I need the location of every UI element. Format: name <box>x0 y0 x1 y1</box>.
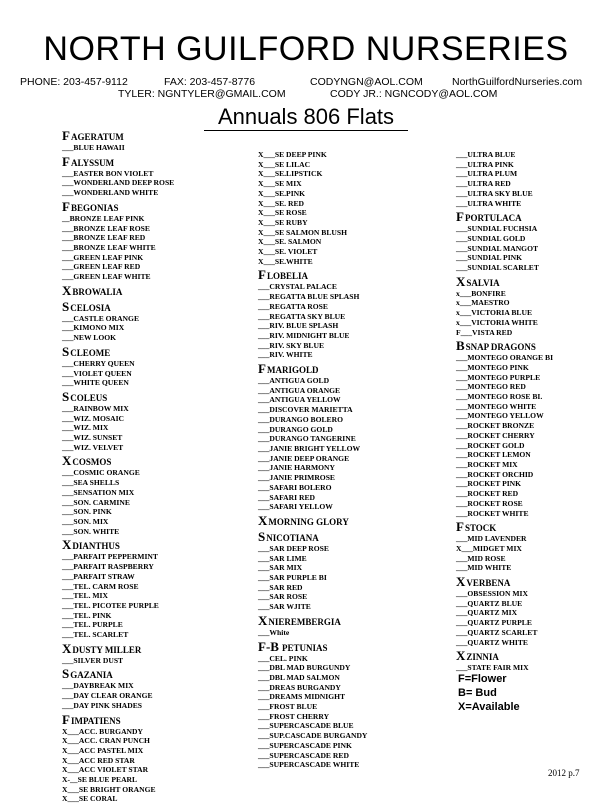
legend <box>458 672 520 714</box>
variety-item: x___VICTORIA BLUE <box>456 308 533 318</box>
variety-item: ___SUNDIAL FUCHSIA <box>456 224 538 234</box>
variety-item: ___WONDERLAND DEEP ROSE <box>62 178 175 188</box>
plant-heading <box>62 298 174 314</box>
plant-name: SALVIA <box>466 277 500 288</box>
availability-mark: F <box>62 153 70 169</box>
legend-flower: F=Flower <box>458 673 507 685</box>
variety-item: ___MID WHITE <box>456 563 512 573</box>
variety-item: ___TEL. PICOTEE PURPLE <box>62 600 159 610</box>
plant-name: MARIGOLD <box>266 365 319 376</box>
plant-section <box>456 576 553 647</box>
plant-heading <box>258 528 367 544</box>
variety-item: ___PARFAIT RASPBERRY <box>62 562 154 572</box>
plant-name: CLEOME <box>70 347 111 358</box>
variety-item: X___ACC VIOLET STAR <box>62 765 149 775</box>
variety-item: ___REGATTA BLUE SPLASH <box>258 292 360 302</box>
plant-name: PETUNIAS <box>281 642 328 653</box>
website-link[interactable]: NorthGuilfordNurseries.com <box>452 76 583 88</box>
variety-item: ___QUARTZ PURPLE <box>456 618 532 628</box>
variety-item: ___TEL. MIX <box>62 591 108 601</box>
availability-mark: F <box>62 128 70 143</box>
plant-heading <box>62 539 174 552</box>
variety-item: ___OBSESSION MIX <box>456 589 528 599</box>
variety-item: ___SILVER DUST <box>62 655 124 665</box>
variety-item: ___PARFAIT STRAW <box>62 571 135 581</box>
variety-item: X___ACC. CRAN PUNCH <box>62 736 150 746</box>
variety-item: X___SE.PINK <box>258 188 306 198</box>
variety-item: ___SUPERCASCADE BLUE <box>258 721 354 731</box>
availability-mark: X <box>62 282 72 298</box>
plant-name: DUSTY MILLER <box>72 644 142 655</box>
variety-item: ___MONTEGO PINK <box>456 362 529 372</box>
variety-item: ___VIOLET QUEEN <box>62 368 132 378</box>
variety-item: ___BLUE HAWAII <box>62 143 125 152</box>
variety-item: ___JANIE DEEP ORANGE <box>258 453 350 463</box>
variety-item: ___ROCKET ORCHID <box>456 469 534 479</box>
plant-section <box>258 269 367 360</box>
variety-item: ___SAR RED <box>258 582 303 592</box>
variety-item: X___ACC RED STAR <box>62 755 135 765</box>
variety-item: ___CRYSTAL PALACE <box>258 282 337 292</box>
plant-heading <box>62 343 174 359</box>
availability-mark: F <box>258 361 266 377</box>
cody-jr-email[interactable]: CODY JR.: NGNCODY@AOL.COM <box>330 88 498 100</box>
page-title: NORTH GUILFORD NURSERIES <box>43 30 569 68</box>
variety-item: ___ULTRA SKY BLUE <box>456 188 533 198</box>
variety-item: ___SUPERCASCADE RED <box>258 750 349 760</box>
variety-item: ___White <box>258 627 290 637</box>
variety-item: ___ROCKET PINK <box>456 479 522 489</box>
variety-item: ___ROCKET WHITE <box>456 508 529 518</box>
plant-name: LOBELIA <box>266 271 308 282</box>
plant-section <box>62 388 174 453</box>
variety-item: ___ULTRA WHITE <box>456 198 522 208</box>
variety-item: ___QUARTZ MIX <box>456 608 518 618</box>
variety-item: ___GREEN LEAF WHITE <box>62 272 151 282</box>
variety-item: ___SON. WHITE <box>62 526 120 536</box>
variety-item: ___ULTRA BLUE <box>456 150 516 159</box>
variety-item: ___DURANGO GOLD <box>258 424 333 434</box>
plant-section <box>62 668 174 710</box>
variety-item: ___DAY PINK SHADES <box>62 700 143 710</box>
variety-item: ___PARFAIT PEPPERMINT <box>62 552 158 562</box>
plant-name: AGERATUM <box>70 132 124 142</box>
subtitle-underline <box>204 130 408 131</box>
variety-item: ___RIV. WHITE <box>258 350 313 360</box>
variety-item: __BRONZE LEAF PINK <box>62 213 145 223</box>
variety-item: ___SAR MIX <box>258 563 303 573</box>
plant-name: ZINNIA <box>466 652 499 663</box>
variety-item: ___RIV. BLUE SPLASH <box>258 321 339 331</box>
plant-section <box>258 528 367 612</box>
variety-item: ___CHERRY QUEEN <box>62 358 135 368</box>
plant-heading <box>62 455 174 468</box>
variety-item: ___JANIE BRIGHT YELLOW <box>258 443 361 453</box>
plant-section <box>62 130 174 153</box>
variety-item: ___MONTEGO ORANGE BI <box>456 353 554 363</box>
variety-item: ___RIV. SKY BLUE <box>258 340 325 350</box>
page-subtitle: Annuals 806 Flats <box>217 104 395 129</box>
availability-mark: X <box>456 574 466 590</box>
plant-name: COSMOS <box>72 457 112 468</box>
variety-item: ___ROCKET CHERRY <box>456 430 535 440</box>
plant-heading <box>62 198 174 214</box>
plant-section <box>62 539 174 639</box>
variety-item: ___DAY CLEAR ORANGE <box>62 691 153 701</box>
column-3 <box>456 150 553 676</box>
plant-section <box>456 273 553 338</box>
variety-item: ___WIZ. SUNSET <box>62 433 123 443</box>
plant-heading <box>258 638 367 654</box>
variety-item: X___SE.LIPSTICK <box>258 169 323 179</box>
plant-name: BROWALIA <box>72 286 123 297</box>
tyler-email[interactable]: TYLER: NGNTYLER@GMAIL.COM <box>118 88 286 100</box>
variety-item: ___SENSATION MIX <box>62 487 135 497</box>
variety-item: ___SAR LIME <box>258 553 307 563</box>
availability-mark: S <box>258 528 266 544</box>
plant-heading <box>456 650 553 663</box>
availability-mark: S <box>62 666 70 682</box>
availability-mark: X <box>258 612 268 628</box>
availability-mark: S <box>62 298 70 314</box>
availability-mark: X <box>62 537 72 553</box>
availability-mark: F-B <box>258 638 279 654</box>
variety-item: X___SE DEEP PINK <box>258 150 327 159</box>
variety-item: x___BONFIRE <box>456 288 506 298</box>
plant-name: VERBENA <box>466 578 511 589</box>
variety-item: ___SAR DEEP ROSE <box>258 543 329 553</box>
plant-section <box>258 638 368 770</box>
variety-item: x___MAESTRO <box>456 298 510 308</box>
variety-item: ___FROST CHERRY <box>258 711 330 721</box>
variety-item: ___ROCKET RED <box>456 489 519 499</box>
variety-item: ___MID LAVENDER <box>456 534 527 544</box>
variety-item: X___SE RUBY <box>258 217 308 227</box>
availability-mark: F <box>62 711 70 727</box>
variety-item: ___SUNDIAL GOLD <box>456 233 526 243</box>
variety-item: X___SE MIX <box>258 179 302 189</box>
availability-mark: F <box>62 198 70 214</box>
plant-name: NIEREMBERGIA <box>268 616 341 627</box>
variety-item: ___REGATTA SKY BLUE <box>258 311 346 321</box>
variety-item: ___ROCKET ROSE <box>456 498 523 508</box>
plant-section <box>258 363 367 512</box>
plant-section <box>456 521 553 573</box>
variety-item: ___MONTEGO ROSE BI. <box>456 392 543 402</box>
plant-section <box>62 711 174 805</box>
variety-item: X___MIDGET MIX <box>456 543 522 553</box>
variety-item: ___REGATTA ROSE <box>258 301 328 311</box>
variety-item: F___VISTA RED <box>456 327 513 337</box>
plant-heading <box>62 668 174 681</box>
variety-item: ___SON. CARMINE <box>62 497 130 507</box>
variety-item: ___SAFARI RED <box>258 492 316 502</box>
plant-section <box>62 298 174 343</box>
plant-heading <box>258 512 367 528</box>
plant-name: BEGONIAS <box>70 202 119 213</box>
plant-name: MORNING GLORY <box>268 516 349 527</box>
variety-item: ___JANIE PRIMROSE <box>258 473 335 483</box>
variety-item: ___CASTLE ORANGE <box>62 313 140 323</box>
variety-item: ___DBL MAD SALMON <box>258 672 340 682</box>
variety-item: ___STATE FAIR MIX <box>456 663 529 673</box>
variety-item: ___DAYBREAK MIX <box>62 681 134 691</box>
variety-item: ___BRONZE LEAF RED <box>62 233 146 243</box>
plant-section <box>62 282 174 298</box>
plant-name: ALYSSUM <box>70 157 115 168</box>
plant-heading <box>456 211 553 224</box>
availability-mark: X <box>62 453 72 469</box>
variety-item: X___SE. VIOLET <box>258 247 318 257</box>
variety-item: ___MONTEGO RED <box>456 382 526 392</box>
availability-mark: F <box>456 209 464 225</box>
variety-item: ___SUNDIAL MANGOT <box>456 243 539 253</box>
variety-item: ___WHITE QUEEN <box>62 378 129 388</box>
plant-heading <box>62 282 174 298</box>
variety-item: ___TEL. PURPLE <box>62 620 123 630</box>
plant-section <box>456 650 553 673</box>
variety-item: ___SON. PINK <box>62 507 112 517</box>
variety-item: X___SE SALMON BLUSH <box>258 227 348 237</box>
variety-item: ___QUARTZ BLUE <box>456 598 523 608</box>
variety-item: ___ULTRA RED <box>456 179 511 189</box>
variety-item: ___DISCOVER MARIETTA <box>258 405 353 415</box>
variety-item: ___SUNDIAL PINK <box>456 253 523 263</box>
variety-item: ___BRONZE LEAF WHITE <box>62 242 156 252</box>
availability-mark: B <box>456 338 465 354</box>
variety-item: ___RAINBOW MIX <box>62 403 129 413</box>
variety-item: ___SUP.CASCADE BURGANDY <box>258 731 368 741</box>
plant-heading <box>62 640 174 656</box>
variety-item: ___RIV. MIDNIGHT BLUE <box>258 330 350 340</box>
variety-item: X___SE CORAL <box>62 794 118 804</box>
variety-item: ___ANTIGUA ORANGE <box>258 385 341 395</box>
variety-item: ___KIMONO MIX <box>62 323 125 333</box>
variety-item: ___MONTEGO WHITE <box>456 401 537 411</box>
variety-item: ___DURANGO TANGERINE <box>258 434 356 444</box>
variety-item: ___SAR ROSE <box>258 592 308 602</box>
plant-section <box>258 612 367 638</box>
variety-item: ___SON. MIX <box>62 516 109 526</box>
variety-item: ___QUARTZ SCARLET <box>456 627 538 637</box>
plant-section <box>62 198 174 282</box>
plant-section <box>258 512 367 528</box>
variety-item: X-__SE BLUE PEARL <box>62 775 138 785</box>
legend-available: X=Available <box>458 701 520 713</box>
column-1 <box>62 130 174 807</box>
variety-item: ___TEL. CARM ROSE <box>62 581 139 591</box>
variety-item: ___SEA SHELLS <box>62 478 120 488</box>
plant-name: IMPATIENS <box>70 715 121 726</box>
variety-item: ___ANTIGUA YELLOW <box>258 395 341 405</box>
variety-item: ___ROCKET MIX <box>456 459 518 469</box>
plant-section <box>258 150 367 266</box>
availability-mark: S <box>62 343 70 359</box>
variety-item: ___SUPERCASCADE WHITE <box>258 760 360 770</box>
plant-section <box>456 150 553 208</box>
plant-name: SNAP DRAGONS <box>465 342 536 353</box>
availability-mark: X <box>456 648 466 664</box>
availability-mark: X <box>258 512 268 528</box>
variety-item: X___ACC PASTEL MIX <box>62 745 144 755</box>
email-address[interactable]: CODYNGN@AOL.COM <box>310 76 423 88</box>
variety-item: ___EASTER BON VIOLET <box>62 168 154 178</box>
plant-heading <box>62 711 174 727</box>
variety-item: ___COSMIC ORANGE <box>62 468 140 478</box>
plant-heading <box>258 269 367 282</box>
variety-item: ___ULTRA PINK <box>456 159 514 169</box>
plant-heading <box>258 363 367 376</box>
plant-name: COLEUS <box>70 392 108 403</box>
fax-number: FAX: 203-457-8776 <box>164 76 256 88</box>
variety-item: X___SE.WHITE <box>258 256 313 266</box>
availability-mark: X <box>62 640 72 656</box>
variety-item: x___VICTORIA WHITE <box>456 317 538 327</box>
availability-mark: F <box>456 519 464 535</box>
plant-heading <box>62 153 174 169</box>
plant-heading <box>456 576 553 589</box>
variety-item: X___SE. SALMON <box>258 237 322 247</box>
variety-item: X___SE ROSE <box>258 208 307 218</box>
variety-item: ___GREEN LEAF PINK <box>62 252 144 262</box>
variety-item: ___CEL. PINK <box>258 653 308 663</box>
variety-item: ___BRONZE LEAF ROSE <box>62 223 150 233</box>
availability-mark: S <box>62 388 70 404</box>
plant-section <box>456 211 553 273</box>
variety-item: ___TEL. PINK <box>62 610 112 620</box>
plant-name: GAZANIA <box>70 670 113 681</box>
variety-item: X___SE BRIGHT ORANGE <box>62 784 156 794</box>
plant-section <box>62 153 175 198</box>
plant-name: PORTULACA <box>464 213 522 224</box>
phone-number: PHONE: 203-457-9112 <box>20 76 128 88</box>
plant-section <box>62 343 174 388</box>
plant-name: CELOSIA <box>70 302 111 313</box>
variety-item: ___SUPERCASCADE PINK <box>258 740 352 750</box>
variety-item: ___DREAMS MIDNIGHT <box>258 692 346 702</box>
variety-item: ___ULTRA PLUM <box>456 169 518 179</box>
variety-item: ___WIZ. MOSAIC <box>62 413 125 423</box>
plant-section <box>62 455 174 536</box>
variety-item: ___NEW LOOK <box>62 333 117 343</box>
variety-item: ___QUARTZ WHITE <box>456 637 528 647</box>
plant-heading <box>456 340 553 353</box>
variety-item: ___MONTEGO YELLOW <box>456 411 544 421</box>
availability-mark: X <box>456 273 466 289</box>
variety-item: ___ROCKET BRONZE <box>456 421 535 431</box>
plant-name: NICOTIANA <box>266 532 319 543</box>
variety-item: ___ROCKET GOLD <box>456 440 525 450</box>
variety-item: ___GREEN LEAF RED <box>62 262 141 272</box>
variety-item: ___WONDERLAND WHITE <box>62 188 159 198</box>
variety-item: ___JANIE HARMONY <box>258 463 335 473</box>
variety-item: X___SE. RED <box>258 198 304 208</box>
variety-item: ___ROCKET LEMON <box>456 450 531 460</box>
variety-item: ___DREAS BURGANDY <box>258 682 341 692</box>
plant-name: DIANTHUS <box>72 541 120 552</box>
plant-name: STOCK <box>464 523 497 534</box>
variety-item: ___TEL. SCARLET <box>62 630 129 640</box>
variety-item: ___DURANGO BOLERO <box>258 414 344 424</box>
variety-item: ___MONTEGO PURPLE <box>456 372 541 382</box>
variety-item: ___SUNDIAL SCARLET <box>456 263 539 273</box>
plant-heading <box>456 273 553 289</box>
plant-heading <box>456 521 553 534</box>
variety-item: ___SAR WJITE <box>258 602 311 612</box>
legend-bud: B= Bud <box>458 687 497 699</box>
variety-item: ___MID ROSE <box>456 553 506 563</box>
variety-item: ___DBL MAD BURGUNDY <box>258 663 351 673</box>
plant-heading <box>62 388 174 404</box>
variety-item: ___SAFARI YELLOW <box>258 502 333 512</box>
variety-item: X___SE LILAC <box>258 159 311 169</box>
variety-item: ___ANTIGUA GOLD <box>258 376 330 386</box>
availability-mark: F <box>258 267 266 283</box>
variety-item: ___SAFARI BOLERO <box>258 482 332 492</box>
variety-item: ___WIZ. VELVET <box>62 442 124 452</box>
variety-item: X___ACC. BURGANDY <box>62 726 143 736</box>
plant-section <box>62 640 174 666</box>
variety-item: ___WIZ. MIX <box>62 423 109 433</box>
plant-heading <box>62 130 174 143</box>
variety-item: ___FROST BLUE <box>258 702 318 712</box>
column-2 <box>258 150 367 773</box>
plant-heading <box>258 612 367 628</box>
variety-item: ___SAR PURPLE BI <box>258 573 327 583</box>
page-footer: 2012 p.7 <box>548 768 580 778</box>
plant-section <box>456 340 553 518</box>
